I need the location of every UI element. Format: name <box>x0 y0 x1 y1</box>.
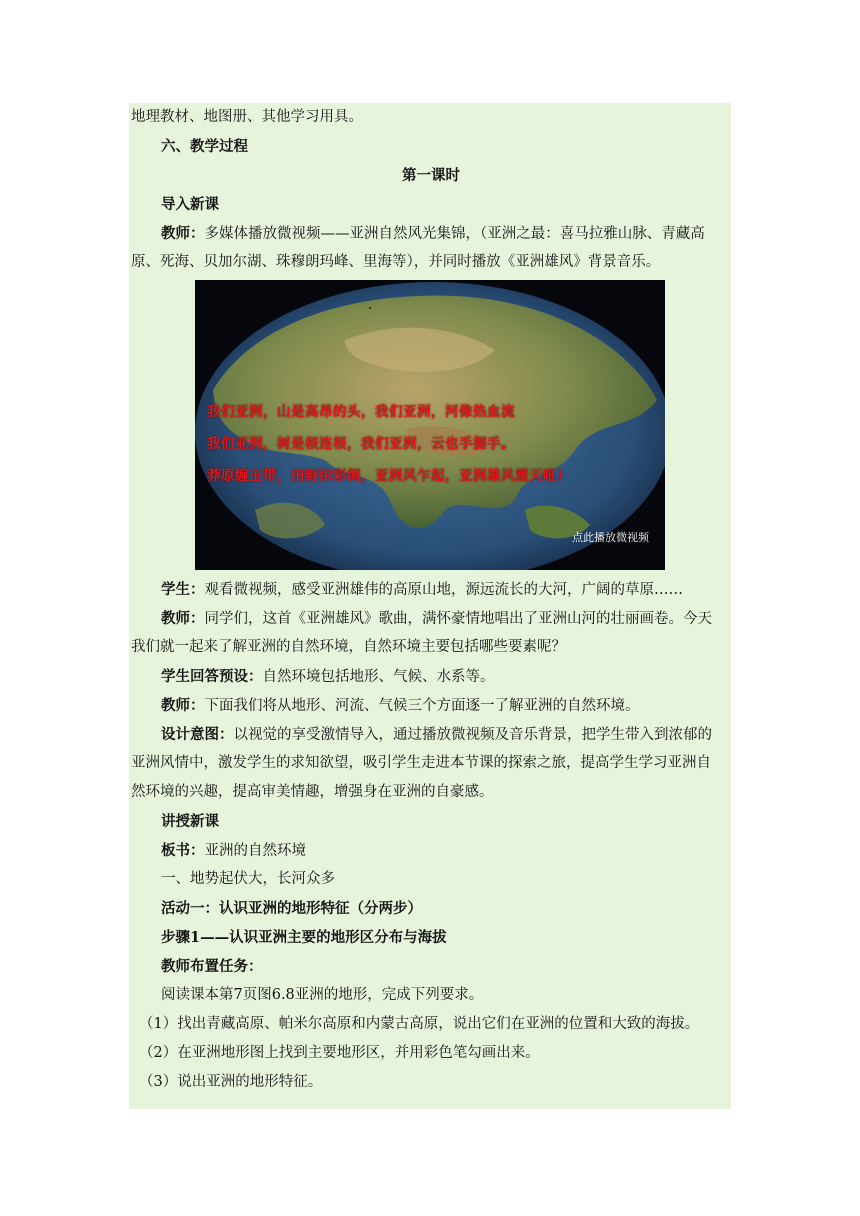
task-intro: 阅读课本第7页图6.8亚洲的地形，完成下列要求。 <box>161 987 484 1003</box>
paragraph-text: 自然环境包括地形、气候、水系等。 <box>262 669 495 685</box>
paragraph-continuation: 亚洲风情中，激发学生的求知欲望，吸引学生走进本节课的探索之旅，提高学生学习亚洲自 <box>131 755 711 771</box>
design-intent-paragraph <box>131 720 731 749</box>
new-lesson-heading: 讲授新课 <box>161 813 219 830</box>
paragraph-text: 下面我们将从地形、河流、气候三个方面逐一了解亚洲的自然环境。 <box>204 698 640 714</box>
paragraph-text: 多媒体播放微视频——亚洲自然风光集锦，（亚洲之最：喜马拉雅山脉、青藏高 <box>204 226 705 242</box>
speaker-label: 学生： <box>161 581 205 598</box>
teacher-paragraph-1 <box>131 219 731 248</box>
paragraph-continuation: 我们就一起来了解亚洲的自然环境，自然环境主要包括哪些要素呢？ <box>131 639 566 655</box>
board-line <box>131 836 731 865</box>
asia-video-thumbnail[interactable] <box>195 280 665 570</box>
teacher-paragraph-3 <box>131 691 731 720</box>
paragraph-continuation: 然环境的兴趣，提高审美情趣，增强身在亚洲的自豪感。 <box>131 784 494 800</box>
activity-one-heading: 活动一：认识亚洲的地形特征（分两步） <box>161 900 422 917</box>
speaker-label: 设计意图： <box>161 726 234 743</box>
paragraph-text: 观看微视频，感受亚洲雄伟的高原山地，源远流长的大河，广阔的草原…… <box>204 582 683 598</box>
lyric-line-2: 我们亚洲，树是根连根，我们亚洲，云也手握手。 <box>207 436 515 452</box>
materials-line: 地理教材、地图册、其他学习用具。 <box>131 109 363 125</box>
section-heading: 六、教学过程 <box>161 138 248 155</box>
task-item: （3）说出亚洲的地形特征。 <box>139 1074 323 1090</box>
lyric-line-1: 我们亚洲，山是高昂的头，我们亚洲，河像热血流 <box>207 404 515 420</box>
teacher-task-heading: 教师布置任务： <box>161 958 263 975</box>
lesson-title: 第一课时 <box>402 167 460 184</box>
document-body <box>131 103 731 1097</box>
paragraph-continuation: 原、死海、贝加尔湖、珠穆朗玛峰、里海等），并同时播放《亚洲雄风》背景音乐。 <box>131 254 661 270</box>
intro-heading: 导入新课 <box>161 196 219 213</box>
point-one: 一、地势起伏大，长河众多 <box>161 871 335 887</box>
speaker-label: 教师： <box>161 610 205 627</box>
task-item: （1）找出青藏高原、帕米尔高原和内蒙古高原，说出它们在亚洲的位置和大致的海拔。 <box>139 1016 700 1032</box>
lyric-line-3: 莽原缠玉带，田野织彩绸，亚洲风乍起，亚洲雄风震天吼！ <box>207 468 571 484</box>
step-one-heading: 步骤1——认识亚洲主要的地形区分布与海拔 <box>161 929 447 946</box>
task-item: （2）在亚洲地形图上找到主要地形区，并用彩色笔勾画出来。 <box>139 1045 540 1061</box>
paragraph-text: 以视觉的享受激情导入，通过播放微视频及音乐背景，把学生带入到浓郁的 <box>233 727 712 743</box>
speaker-label: 板书： <box>161 842 205 859</box>
paragraph-text: 同学们，这首《亚洲雄风》歌曲，满怀豪情地唱出了亚洲山河的壮丽画卷。今天 <box>204 611 712 627</box>
marker-dot <box>369 307 371 309</box>
student-paragraph-1 <box>131 575 731 604</box>
speaker-label: 教师： <box>161 697 205 714</box>
speaker-label: 学生回答预设： <box>161 668 263 685</box>
student-preset-paragraph <box>131 662 731 691</box>
teacher-paragraph-2 <box>131 604 731 633</box>
speaker-label: 教师： <box>161 225 205 242</box>
play-video-caption[interactable]: 点此播放微视频 <box>572 531 649 544</box>
paragraph-text: 亚洲的自然环境 <box>204 843 306 859</box>
